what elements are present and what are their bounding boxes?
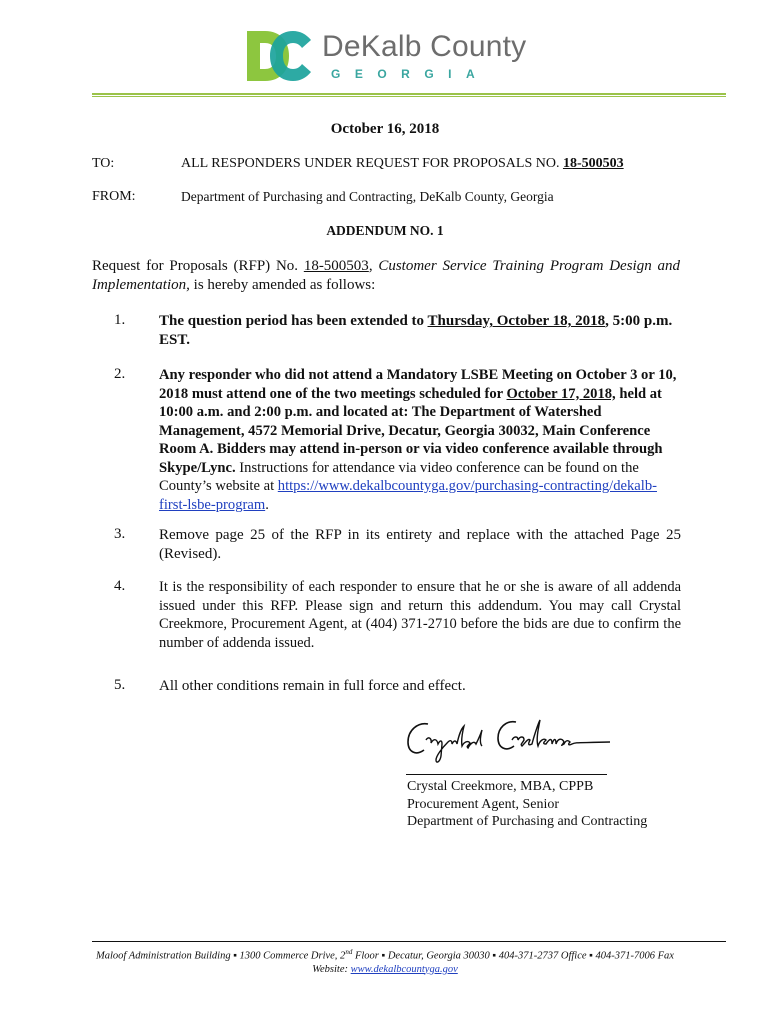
footer-website-link[interactable]: www.dekalbcountyga.gov xyxy=(350,963,458,975)
item-2-bold-a: Any responder who did not attend a Mandatory LSBE Meeting on October 3 or 10, 2018 must attend one of the two meetings scheduled for xyxy=(159,367,677,402)
footer-website-line xyxy=(0,963,770,976)
footer-address-b: Floor ▪ Decatur, Georgia 30030 ▪ 404-371-2737 Office ▪ 404-371-7006 Fax xyxy=(352,950,674,962)
intro-suffix: is hereby amended as follows: xyxy=(189,276,376,293)
intro-paragraph xyxy=(92,257,680,294)
item-2-plain: Instructions for attendance via video conference can be found on the County’s website at xyxy=(159,459,639,494)
intro-comma: , xyxy=(368,258,379,274)
item-number: 2. xyxy=(114,366,126,382)
intro-prefix: Request for Proposals (RFP) No. xyxy=(92,258,304,274)
intro-rfp-number: 18-500503 xyxy=(303,258,369,274)
item-number: 5. xyxy=(114,677,126,693)
lsbe-program-link[interactable]: https://www.dekalbcountyga.gov/purchasing-contracting/dekalb-first-lsbe-program xyxy=(159,478,657,513)
signer-name: Crystal Creekmore, MBA, CPPB xyxy=(407,779,594,794)
dekalb-county-logo xyxy=(245,28,545,84)
from-label: FROM: xyxy=(92,189,136,204)
item-1-text xyxy=(159,312,681,349)
footer-divider xyxy=(92,941,726,942)
item-5-text: All other conditions remain in full force and effect. xyxy=(159,678,466,694)
item-2-bold-b: held at 10:00 a.m. and 2:00 p.m. and located at: The Department of Watershed Management, 4572 Memorial Drive, Decatur, Georgia 30032, Main Conference Room A. Bidders may attend in-person or via video conference available through Skype/Lync. xyxy=(159,385,663,476)
to-line xyxy=(181,156,624,172)
signature-line xyxy=(406,774,607,775)
from-text: Department of Purchasing and Contracting, DeKalb County, Georgia xyxy=(181,189,554,204)
footer-address-sup: nd xyxy=(345,948,353,956)
to-text: ALL RESPONDERS UNDER REQUEST FOR PROPOSALS NO. xyxy=(181,156,563,171)
footer-address-a: Maloof Administration Building ▪ 1300 Commerce Drive, 2 xyxy=(96,950,346,962)
memo-date: October 16, 2018 xyxy=(330,121,440,137)
signer-department: Department of Purchasing and Contracting xyxy=(407,814,648,829)
org-state: GEORGIA xyxy=(331,67,490,81)
org-name: DeKalb County xyxy=(322,30,527,63)
addendum-title: ADDENDUM NO. 1 xyxy=(326,223,444,238)
footer-address xyxy=(0,946,770,963)
item-2-end: . xyxy=(265,496,269,513)
item-1-bold-a: The question period has been extended to xyxy=(159,313,428,329)
item-2-date: October 17, 2018, xyxy=(506,385,616,402)
item-number: 1. xyxy=(114,312,126,328)
item-3-text: Remove page 25 of the RFP in its entirety and replace with the attached Page 25 (Revised). xyxy=(159,527,681,562)
item-1-date: Thursday, October 18, 2018 xyxy=(427,313,606,329)
dc-logo-mark-icon xyxy=(245,28,317,84)
footer xyxy=(0,946,770,976)
header-divider xyxy=(92,93,726,97)
signer-title: Procurement Agent, Senior xyxy=(407,797,560,812)
to-rfp-number: 18-500503 xyxy=(562,156,624,171)
item-2-text xyxy=(159,366,681,514)
to-label: TO: xyxy=(92,156,115,171)
footer-website-label: Website: xyxy=(312,963,351,975)
item-number: 4. xyxy=(114,578,126,594)
item-4-text: It is the responsibility of each responder to ensure that he or she is aware of all addenda issued under this RFP. Please sign and return this addendum. You may call Crystal Creekmore, Procurement Agent, at (404) 371-2710 before the bids are due to confirm the number of addenda issued. xyxy=(159,579,681,651)
handwritten-signature xyxy=(404,710,614,770)
item-1-bold-b: , 5:00 p.m. EST. xyxy=(159,313,673,348)
item-number: 3. xyxy=(114,526,126,542)
intro-rfp-title: Customer Service Training Program Design and Implementation, xyxy=(92,258,680,293)
